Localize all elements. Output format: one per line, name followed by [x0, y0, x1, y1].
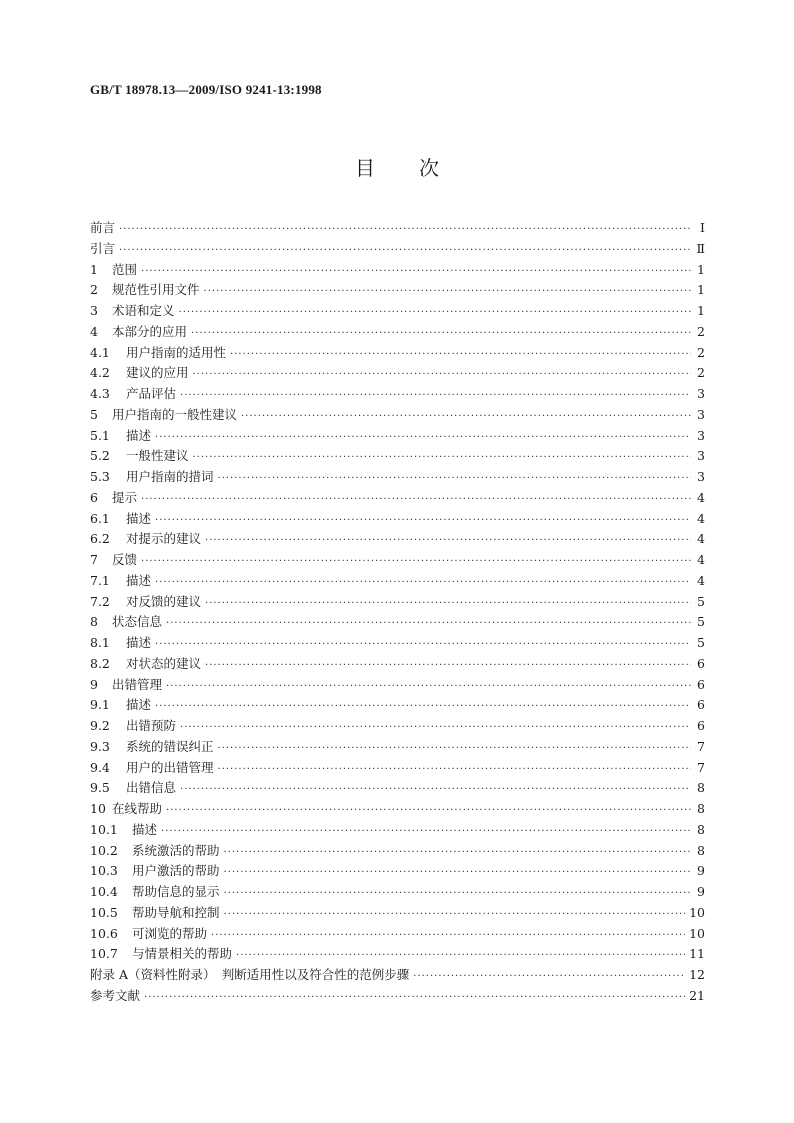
toc-entry-label: 可浏览的帮助 [132, 925, 208, 941]
toc-entry-number: 7.2 [90, 593, 110, 609]
toc-entry-page: 21 [689, 987, 705, 1003]
toc-leader-dots [205, 598, 691, 609]
toc-entry-label: 建议的应用 [126, 365, 189, 381]
toc-entry-label: 状态信息 [112, 614, 163, 630]
toc-leader-dots [236, 950, 685, 961]
toc-entry[interactable] [90, 633, 705, 654]
toc-entry-number: 5.1 [90, 427, 110, 443]
toc-entry-label: 提示 [112, 489, 138, 505]
toc-entry-page: 6 [697, 718, 705, 733]
toc-entry[interactable] [90, 799, 705, 820]
toc-entry-label: 术语和定义 [112, 303, 175, 318]
toc-entry-label: 描述 [126, 697, 152, 713]
toc-leader-dots [180, 390, 691, 401]
toc-leader-dots [155, 701, 691, 712]
toc-entry-number: 10.1 [90, 821, 118, 837]
toc-entry[interactable] [90, 758, 705, 779]
toc-leader-dots [119, 224, 691, 235]
toc-leader-dots [204, 286, 691, 297]
toc-entry-page: 8 [697, 842, 705, 858]
toc-entry[interactable] [90, 405, 705, 426]
toc-entry-number: 6.2 [90, 531, 110, 547]
toc-entry-page: 4 [697, 510, 705, 526]
toc-entry-label: 帮助导航和控制 [132, 904, 220, 920]
toc-entry-number: 6 [90, 489, 98, 505]
toc-entry-number: 4.3 [90, 386, 110, 401]
toc-entry-page: 4 [697, 572, 705, 588]
toc-leader-dots [224, 847, 691, 858]
toc-entry[interactable] [90, 924, 705, 945]
toc-entry-label: 在线帮助 [112, 801, 163, 816]
toc-entry-number: 3 [90, 303, 98, 318]
toc-entry-number: 9.2 [90, 718, 110, 733]
toc-leader-dots [180, 722, 691, 733]
toc-entry-page: 1 [697, 282, 705, 298]
toc-entry[interactable] [90, 550, 705, 571]
toc-entry[interactable] [90, 592, 705, 613]
document-header: GB/T 18978.13—2009/ISO 9241-13:1998 [90, 82, 322, 97]
toc-entry[interactable] [90, 986, 705, 1007]
toc-entry-page: 1 [697, 303, 705, 318]
toc-entry-label: 对提示的建议 [126, 531, 202, 547]
toc-entry-number: 9.4 [90, 759, 110, 775]
toc-entry-page: 4 [697, 489, 705, 505]
toc-entry-number: 8 [90, 614, 98, 630]
toc-entry-label: 对状态的建议 [126, 655, 202, 671]
toc-entry-page: 1 [697, 261, 705, 277]
toc-entry[interactable] [90, 716, 705, 737]
toc-entry-label: 产品评估 [126, 386, 177, 401]
toc-entry-number: 5.3 [90, 469, 110, 484]
toc-entry-page: 9 [697, 863, 705, 879]
toc-entry-label: 本部分的应用 [112, 323, 188, 339]
toc-leader-dots [141, 266, 691, 277]
toc-leader-dots [155, 515, 691, 526]
toc-leader-dots [218, 743, 691, 754]
toc-entry-number: 10.7 [90, 946, 118, 962]
toc-leader-dots [141, 494, 691, 505]
toc-entry-page: 8 [697, 801, 705, 816]
toc-entry[interactable] [90, 654, 705, 675]
title-char-1: 目 [355, 156, 375, 180]
toc-entry-label: 用户指南的措词 [126, 469, 214, 484]
toc-entry-page: 6 [697, 697, 705, 713]
toc-leader-dots [155, 639, 691, 650]
toc-entry[interactable] [90, 280, 705, 301]
toc-leader-dots [193, 369, 691, 380]
toc-entry-number: 5.2 [90, 448, 110, 464]
toc-entry[interactable] [90, 446, 705, 467]
toc-entry-label: 一般性建议 [126, 448, 189, 464]
toc-leader-dots [166, 618, 691, 629]
toc-leader-dots [205, 535, 691, 546]
toc-entry-number: 9 [90, 676, 98, 692]
toc-entry-label: 描述 [126, 427, 152, 443]
toc-entry-label: 用户的出错管理 [126, 759, 214, 775]
toc-entry-label: 描述 [126, 510, 152, 526]
toc-entry-page: 2 [697, 344, 705, 360]
toc-leader-dots [191, 328, 691, 339]
toc-leader-dots [205, 660, 691, 671]
toc-entry-page: 2 [697, 323, 705, 339]
toc-entry[interactable] [90, 301, 705, 322]
toc-entry-page: 12 [689, 967, 705, 982]
toc-leader-dots [241, 411, 691, 422]
toc-entry-number: 8.1 [90, 635, 110, 650]
toc-entry-label: 描述 [126, 635, 152, 650]
toc-entry-number: 7 [90, 552, 98, 567]
toc-entry-label: 用户激活的帮助 [132, 863, 220, 879]
toc-leader-dots [119, 245, 691, 256]
toc-entry[interactable] [90, 965, 705, 986]
page-title [0, 152, 794, 181]
toc-entry-label: 参考文献 [90, 987, 141, 1003]
toc-entry-label: 帮助信息的显示 [132, 884, 220, 899]
toc-entry-page: 3 [697, 406, 705, 422]
table-of-contents [90, 218, 705, 1007]
toc-entry-page: 3 [697, 386, 705, 401]
toc-entry[interactable] [90, 467, 705, 488]
toc-entry[interactable] [90, 903, 705, 924]
toc-entry-number: 10.5 [90, 904, 118, 920]
toc-entry-page: 5 [697, 614, 705, 630]
toc-entry[interactable] [90, 509, 705, 530]
toc-leader-dots [179, 307, 691, 318]
toc-entry[interactable] [90, 571, 705, 592]
toc-leader-dots [166, 681, 691, 692]
toc-entry-number: 10.3 [90, 863, 118, 879]
toc-entry-number: 6.1 [90, 510, 110, 526]
toc-leader-dots [155, 577, 691, 588]
toc-leader-dots [224, 909, 686, 920]
toc-entry-page: Ⅱ [696, 240, 705, 256]
toc-entry-label: 规范性引用文件 [112, 282, 200, 298]
toc-entry-label: 描述 [126, 572, 152, 588]
toc-entry-label: 对反馈的建议 [126, 593, 202, 609]
toc-leader-dots [211, 930, 685, 941]
toc-leader-dots [166, 805, 691, 816]
toc-entry-number: 7.1 [90, 572, 110, 588]
toc-entry-page: 5 [697, 635, 705, 650]
toc-leader-dots [144, 992, 685, 1003]
toc-entry-page: 11 [689, 946, 705, 962]
toc-leader-dots [155, 432, 691, 443]
toc-entry-label: 系统激活的帮助 [132, 842, 220, 858]
toc-entry[interactable] [90, 488, 705, 509]
toc-entry[interactable] [90, 675, 705, 696]
toc-entry-page: 8 [697, 780, 705, 796]
toc-entry-page: 9 [697, 884, 705, 899]
toc-entry-page: 3 [697, 448, 705, 464]
toc-entry-number: 2 [90, 282, 98, 298]
toc-entry-number: 5 [90, 406, 98, 422]
toc-entry-page: 6 [697, 676, 705, 692]
toc-entry-label: 用户指南的适用性 [126, 344, 227, 360]
toc-entry[interactable] [90, 260, 705, 281]
toc-entry-page: 6 [697, 655, 705, 671]
toc-entry-page: 2 [697, 365, 705, 381]
toc-entry-label: 反馈 [112, 552, 138, 567]
toc-entry[interactable] [90, 737, 705, 758]
toc-entry-number: 9.5 [90, 780, 110, 796]
toc-entry-label: 出错管理 [112, 676, 163, 692]
toc-entry-page: 3 [697, 427, 705, 443]
toc-entry[interactable] [90, 882, 705, 903]
toc-leader-dots [230, 349, 691, 360]
toc-entry-number: 1 [90, 261, 98, 277]
toc-entry-page: 3 [697, 469, 705, 484]
toc-entry[interactable] [90, 841, 705, 862]
toc-entry-number: 8.2 [90, 655, 110, 671]
toc-leader-dots [224, 888, 691, 899]
toc-entry[interactable] [90, 343, 705, 364]
toc-entry[interactable] [90, 363, 705, 384]
toc-entry-label: 描述 [132, 821, 158, 837]
toc-leader-dots [224, 867, 691, 878]
toc-entry-number: 10.6 [90, 925, 118, 941]
toc-entry-page: 7 [697, 738, 705, 754]
toc-entry-page: 4 [697, 531, 705, 547]
toc-entry-number: 9.3 [90, 738, 110, 754]
title-char-2: 次 [419, 156, 439, 180]
toc-entry-number: 10.4 [90, 884, 118, 899]
toc-entry-label: 出错预防 [126, 718, 177, 733]
toc-entry[interactable] [90, 239, 705, 260]
toc-entry-label: 与情景相关的帮助 [132, 946, 233, 962]
toc-entry[interactable] [90, 778, 705, 799]
toc-entry[interactable] [90, 944, 705, 965]
toc-entry-label: 出错信息 [126, 780, 177, 796]
toc-entry-label: 系统的错误纠正 [126, 738, 214, 754]
toc-entry[interactable] [90, 612, 705, 633]
toc-entry[interactable] [90, 861, 705, 882]
toc-entry[interactable] [90, 426, 705, 447]
toc-entry-label: 范围 [112, 261, 138, 277]
toc-entry-page: 5 [697, 593, 705, 609]
toc-leader-dots [218, 764, 691, 775]
toc-entry-page: Ⅰ [700, 220, 705, 235]
toc-entry[interactable] [90, 384, 705, 405]
toc-entry[interactable] [90, 695, 705, 716]
toc-entry-page: 8 [697, 821, 705, 837]
toc-entry-number: 9.1 [90, 697, 110, 713]
toc-leader-dots [180, 784, 691, 795]
toc-entry-number: 4 [90, 323, 98, 339]
toc-entry[interactable] [90, 820, 705, 841]
toc-entry-page: 10 [689, 925, 705, 941]
toc-leader-dots [218, 473, 691, 484]
toc-leader-dots [193, 452, 691, 463]
toc-entry-page: 10 [689, 904, 705, 920]
toc-entry-number: 10 [90, 801, 106, 816]
toc-entry-label: 前言 [90, 220, 116, 235]
toc-entry[interactable] [90, 529, 705, 550]
toc-entry-label: 用户指南的一般性建议 [112, 406, 238, 422]
toc-entry-page: 7 [697, 759, 705, 775]
toc-entry-label: 附录 A（资料性附录） 判断适用性以及符合性的范例步骤 [90, 967, 410, 982]
toc-entry-label: 引言 [90, 240, 116, 256]
toc-leader-dots [413, 971, 685, 982]
toc-entry-page: 4 [697, 552, 705, 567]
toc-entry-number: 4.2 [90, 365, 110, 381]
toc-entry-number: 10.2 [90, 842, 118, 858]
toc-entry[interactable] [90, 322, 705, 343]
toc-leader-dots [141, 556, 691, 567]
toc-leader-dots [161, 826, 691, 837]
toc-entry[interactable] [90, 218, 705, 239]
toc-entry-number: 4.1 [90, 344, 110, 360]
